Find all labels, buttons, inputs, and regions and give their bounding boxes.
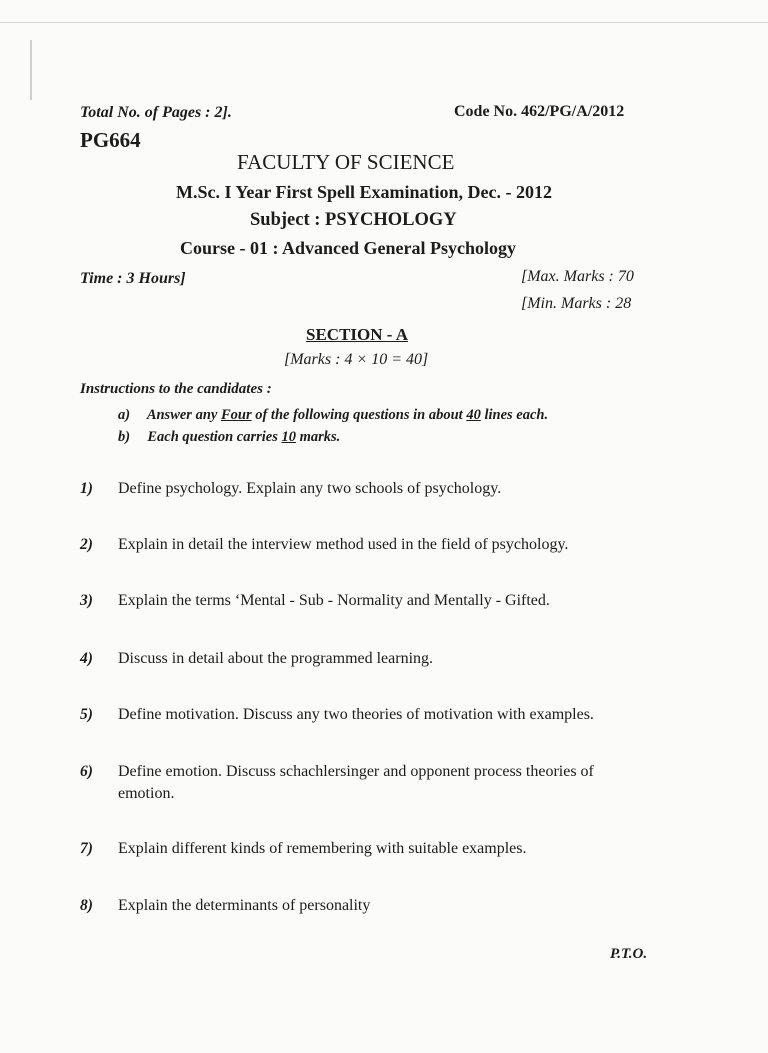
- scan-edge-line: [0, 22, 768, 23]
- scan-margin-mark: [30, 40, 32, 100]
- section-heading: SECTION - A: [306, 325, 409, 344]
- instructions-heading: Instructions to the candidates :: [80, 381, 272, 397]
- subject-title: Subject : PSYCHOLOGY: [250, 210, 457, 230]
- faculty-title: FACULTY OF SCIENCE: [237, 150, 455, 174]
- code-number: Code No. 462/PG/A/2012: [454, 103, 625, 120]
- pto-label: P.T.O.: [610, 946, 648, 962]
- question-text: Explain different kinds of remembering with suitable examples.: [118, 840, 527, 857]
- question-text: Explain the determinants of personality: [118, 897, 371, 914]
- exam-time: Time : 3 Hours]: [80, 270, 186, 287]
- question-number: 1): [80, 480, 93, 497]
- question-text: Define motivation. Discuss any two theories of motivation with examples.: [118, 706, 594, 723]
- question-text: Define psychology. Explain any two schools of psychology.: [118, 480, 502, 497]
- question-text: Explain in detail the interview method used in the field of psychology.: [118, 536, 569, 553]
- question-text: Explain the terms ‘Mental - Sub - Normality and Mentally - Gifted.: [118, 592, 550, 609]
- instruction-text: lines each.: [480, 407, 549, 423]
- question-number: 8): [80, 897, 93, 914]
- question-text-continued: emotion.: [118, 785, 175, 802]
- course-title: Course - 01 : Advanced General Psychology: [180, 238, 516, 258]
- instruction-text: of the following questions in about: [251, 407, 467, 423]
- question-number: 2): [80, 536, 93, 553]
- total-pages: Total No. of Pages : 2].: [80, 104, 232, 121]
- question-number: 5): [80, 706, 93, 723]
- instruction-text: marks.: [295, 429, 341, 445]
- question-number: 4): [80, 650, 93, 667]
- paper-code: PG664: [80, 128, 141, 152]
- instruction-label: a): [118, 407, 131, 423]
- instruction-emphasis: 10: [281, 429, 296, 445]
- question-text: Define emotion. Discuss schachlersinger and opponent process theories of: [118, 763, 594, 780]
- question-number: 3): [80, 592, 93, 609]
- section-marks: [Marks : 4 × 10 = 40]: [284, 351, 429, 368]
- max-marks: [Max. Marks : 70: [521, 268, 634, 285]
- instruction-item: [118, 407, 548, 424]
- instruction-text: Each question carries: [147, 429, 282, 445]
- instruction-item: [118, 429, 340, 446]
- instruction-emphasis: 40: [466, 407, 481, 423]
- question-number: 6): [80, 763, 93, 780]
- instruction-emphasis: Four: [220, 407, 252, 423]
- instruction-text: Answer any: [146, 407, 221, 423]
- min-marks: [Min. Marks : 28: [521, 295, 632, 312]
- question-number: 7): [80, 840, 93, 857]
- question-text: Discuss in detail about the programmed learning.: [118, 650, 434, 667]
- instruction-label: b): [118, 429, 131, 445]
- exam-title: M.Sc. I Year First Spell Examination, Dec. - 2012: [176, 182, 552, 202]
